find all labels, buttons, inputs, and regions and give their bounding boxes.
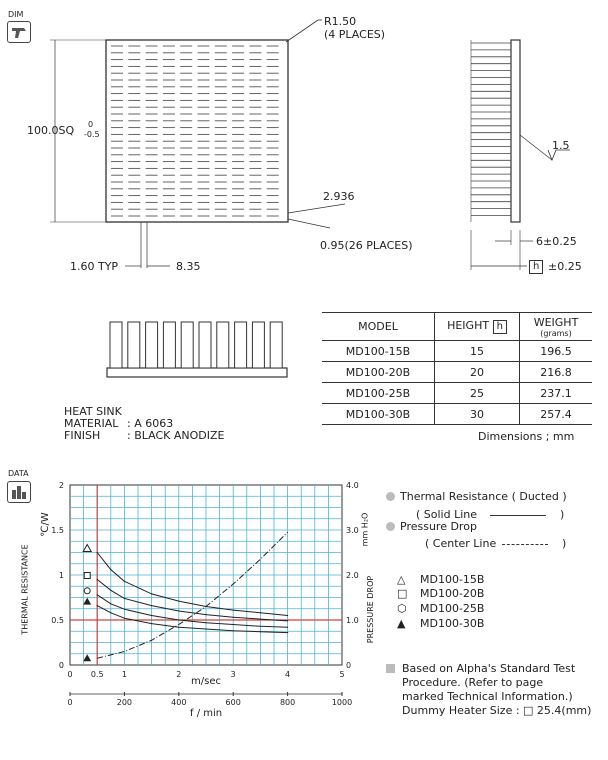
units-note: Dimensions ; mm — [478, 430, 575, 443]
y-tick-left: 0 — [58, 661, 64, 670]
data-point — [287, 620, 288, 621]
data-point — [178, 610, 179, 611]
y-tick-right: 4.0 — [346, 481, 359, 490]
data-point — [97, 605, 98, 606]
legend-model-label: MD100-15B — [420, 573, 485, 586]
data-point — [97, 594, 98, 595]
data-point — [205, 622, 206, 623]
size-label: 100.0SQ — [27, 124, 75, 137]
data-point — [260, 612, 261, 613]
data-point — [110, 603, 111, 604]
x-tick-bottom: 0 — [67, 698, 73, 707]
data-point — [233, 630, 234, 631]
y-right-label: PRESSURE DROP — [366, 575, 376, 644]
legend-model-symbol: △ — [397, 573, 406, 586]
legend-model-symbol: ▲ — [397, 617, 406, 630]
side-h-box: h — [529, 259, 543, 274]
x-tick-bottom: 600 — [225, 698, 241, 707]
marker-square — [84, 573, 90, 579]
note-line4: Dummy Heater Size : □ 25.4(mm) — [402, 704, 592, 717]
note-line1: Based on Alpha's Standard Test — [402, 662, 576, 675]
data-point — [260, 631, 261, 632]
fin-thickness-label: 0.95(26 PLACES) — [320, 239, 413, 252]
performance-chart — [0, 470, 370, 730]
y-right-unit: mm H₂O — [360, 512, 370, 547]
x-tick-top: 4 — [285, 670, 291, 679]
data-point — [110, 612, 111, 613]
material-value: : A 6063 — [127, 417, 174, 430]
data-point — [97, 579, 98, 580]
data-point — [178, 619, 179, 620]
y-tick-left: 1.5 — [51, 526, 64, 535]
solid-line-sample — [490, 515, 546, 516]
y-tick-right: 0 — [346, 661, 352, 670]
x-tick-top: 0 — [67, 670, 73, 679]
data-point — [287, 627, 288, 628]
data-point — [233, 610, 234, 611]
data-point — [124, 609, 125, 610]
data-point — [110, 590, 111, 591]
data-point — [110, 569, 111, 570]
table-row: MD100-30B 30 257.4 — [322, 404, 592, 425]
note-line2: Procedure. (Refer to page — [402, 676, 544, 689]
side-h-tol: ±0.25 — [548, 260, 582, 273]
table-row: MD100-15B 15 196.5 — [322, 341, 592, 362]
legend-pressure: Pressure Drop — [400, 520, 477, 533]
legend-model-symbol: ⬡ — [397, 602, 407, 615]
x-bottom-label: f / min — [190, 708, 223, 719]
x-tick-bottom: 400 — [171, 698, 187, 707]
legend-model-label: MD100-20B — [420, 587, 485, 600]
surface-finish-label: 1.5 — [552, 139, 570, 152]
legend-model-label: MD100-30B — [420, 617, 485, 630]
size-tol-lower: -0.5 — [84, 130, 100, 139]
x-tick-top: 5 — [339, 670, 345, 679]
y-tick-right: 2.0 — [346, 571, 359, 580]
size-tol-upper: 0 — [88, 120, 94, 129]
x-tick-bottom: 800 — [279, 698, 296, 707]
th-weight: WEIGHT (grams) — [520, 313, 593, 341]
x-tick-top: 0.5 — [90, 670, 104, 679]
base-typ-label: 1.60 TYP — [70, 260, 119, 273]
fin-pitch-label: 2.936 — [323, 190, 355, 203]
radius-label: R1.50 — [324, 15, 357, 28]
y-left-unit: ℃/W — [39, 512, 51, 537]
dim-badge-label: DIM — [8, 10, 24, 19]
x-tick-top: 1 — [121, 670, 127, 679]
legend-center-close: ) — [562, 537, 567, 550]
x-top-label: m/sec — [191, 676, 221, 687]
note-line3: marked Technical Information.) — [402, 690, 573, 703]
data-point — [233, 617, 234, 618]
material-line1: HEAT SINK — [64, 405, 122, 418]
data-point — [205, 628, 206, 629]
table-row: MD100-20B 20 216.8 — [322, 362, 592, 383]
data-point — [260, 626, 261, 627]
material-label: MATERIAL — [64, 417, 119, 430]
legend-solid-close: ) — [560, 508, 565, 521]
thermal-bullet — [386, 492, 395, 501]
note-square-icon — [386, 664, 395, 673]
data-badge-label: DATA — [8, 469, 29, 478]
center-line-sample — [502, 544, 548, 545]
finish-label: FINISH — [64, 429, 101, 442]
y-tick-left: 0.5 — [51, 616, 64, 625]
x-tick-bottom: 200 — [116, 698, 133, 707]
data-point — [205, 614, 206, 615]
x-tick-top: 3 — [230, 670, 236, 679]
data-point — [260, 619, 261, 620]
side-thick-label: 6±0.25 — [536, 235, 577, 248]
legend-model-symbol: □ — [397, 587, 408, 600]
legend-solid: ( Solid Line — [416, 508, 478, 521]
y-left-label: THERMAL RESISTANCE — [20, 544, 30, 635]
marker-hexagon — [84, 588, 90, 594]
data-point — [178, 601, 179, 602]
y-tick-left: 2 — [58, 481, 64, 490]
data-point — [178, 627, 179, 628]
legend-thermal: Thermal Resistance ( Ducted ) — [400, 490, 567, 503]
data-point — [287, 632, 288, 633]
th-model: MODEL — [322, 313, 435, 341]
table-row: MD100-25B 25 237.1 — [322, 383, 592, 404]
x-tick-top: 2 — [176, 670, 182, 679]
data-point — [124, 618, 125, 619]
data-point — [233, 624, 234, 625]
base-dim-label: 8.35 — [176, 260, 201, 273]
x-tick-bottom: 1000 — [331, 698, 353, 707]
data-point — [151, 623, 152, 624]
data-point — [124, 581, 125, 582]
data-point — [287, 615, 288, 616]
legend-model-label: MD100-25B — [420, 602, 485, 615]
y-tick-right: 3.0 — [346, 526, 359, 535]
data-point — [151, 615, 152, 616]
radius-places-label: (4 PLACES) — [324, 28, 386, 41]
data-point — [151, 605, 152, 606]
data-point — [97, 552, 98, 553]
th-height: HEIGHT h — [435, 313, 520, 341]
y-tick-right: 1.0 — [346, 616, 359, 625]
legend-center: ( Center Line — [425, 537, 497, 550]
pressure-bullet — [386, 522, 395, 531]
data-point — [124, 598, 125, 599]
spec-table — [322, 312, 592, 425]
y-tick-left: 1 — [58, 571, 64, 580]
data-point — [151, 593, 152, 594]
finish-value: : BLACK ANODIZE — [127, 429, 225, 442]
